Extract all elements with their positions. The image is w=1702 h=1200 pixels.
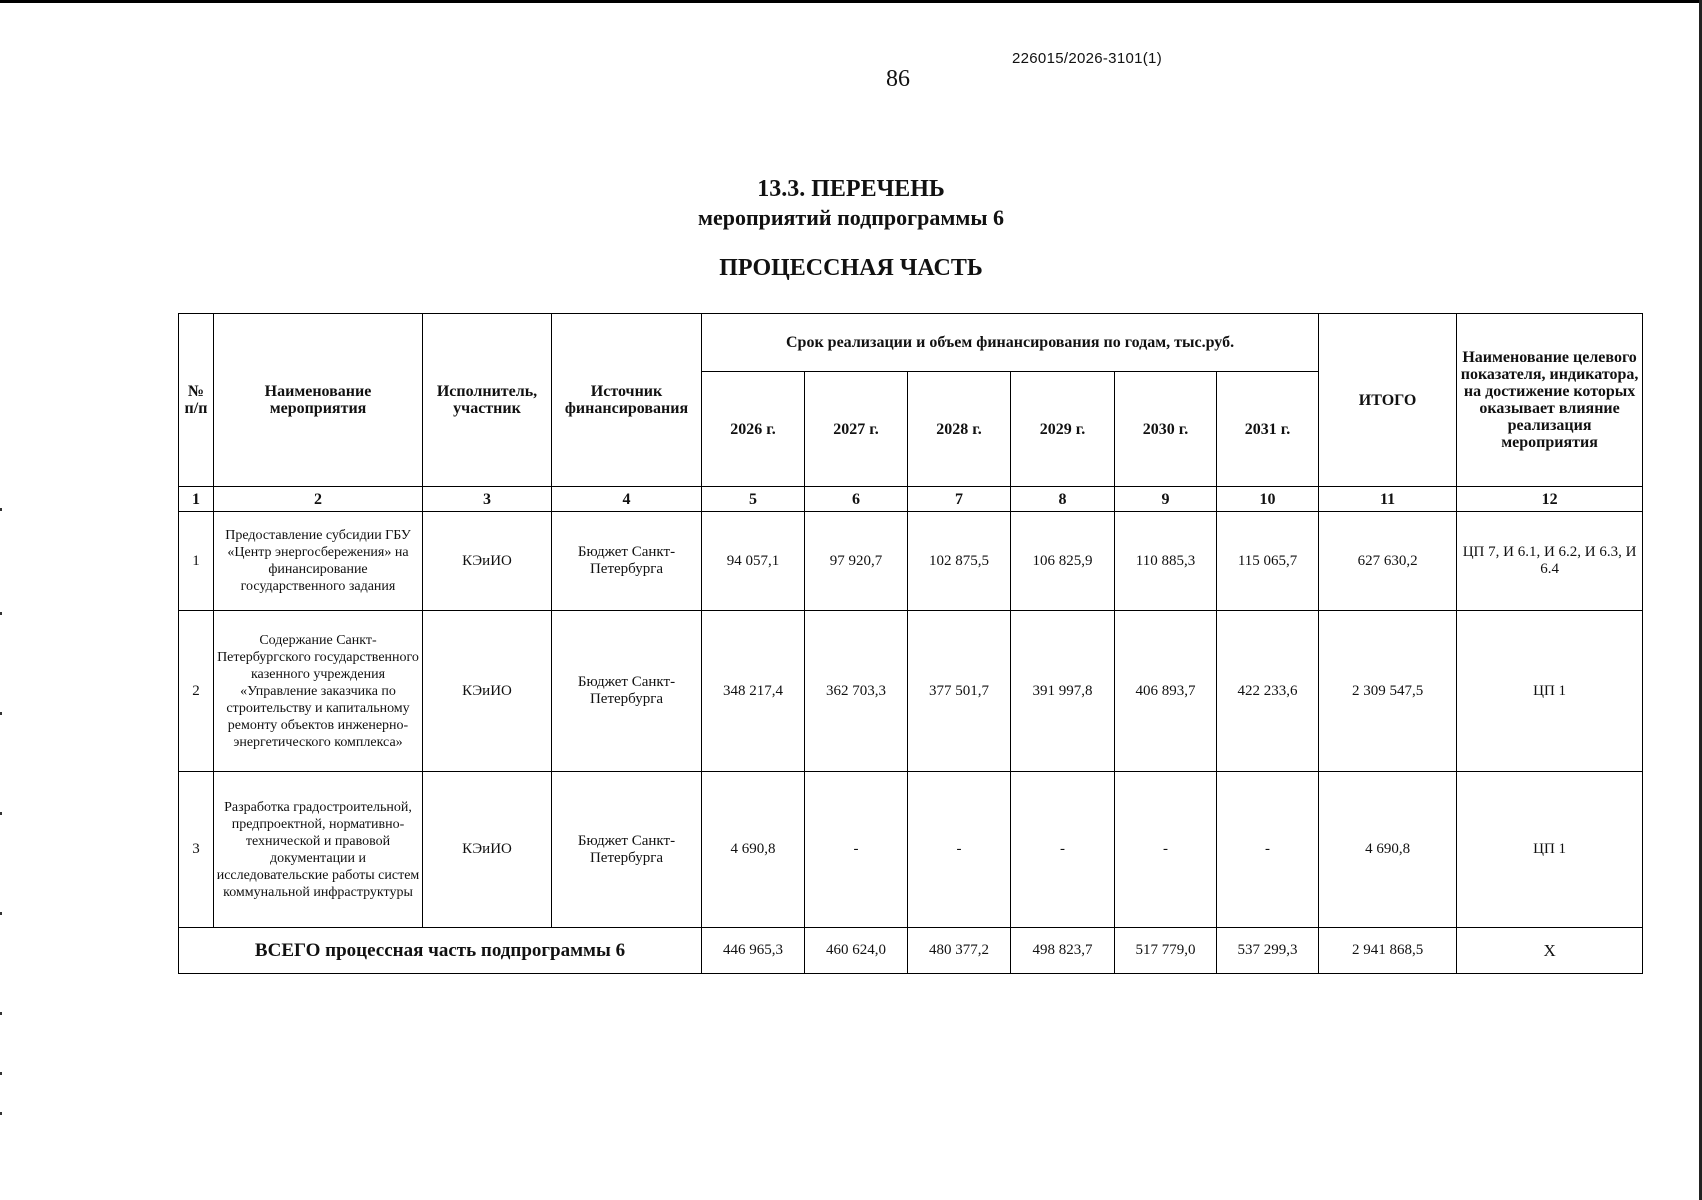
indicator: ЦП 1 xyxy=(1457,772,1643,928)
summary-indicator: Х xyxy=(1457,928,1643,974)
column-number: 12 xyxy=(1457,487,1643,512)
column-number: 11 xyxy=(1319,487,1457,512)
year-value: - xyxy=(1011,772,1115,928)
table-row xyxy=(179,772,1643,928)
header-year: 2029 г. xyxy=(1011,372,1115,487)
activity-name: Разработка градостроительной, предпроектной, нормативно-технической и правовой документации и исследовательские работы систем коммунальной инфраструктуры xyxy=(214,772,423,928)
scan-top-border xyxy=(0,0,1702,3)
header-name: Наименование мероприятия xyxy=(214,314,423,487)
year-value: - xyxy=(805,772,908,928)
year-value: - xyxy=(1115,772,1217,928)
summary-year-value: 446 965,3 xyxy=(702,928,805,974)
section-title: 13.3. ПЕРЕЧЕНЬ xyxy=(757,176,945,202)
year-value: 106 825,9 xyxy=(1011,512,1115,611)
header-source: Источник финансирования xyxy=(552,314,702,487)
year-value: - xyxy=(1217,772,1319,928)
summary-total: 2 941 868,5 xyxy=(1319,928,1457,974)
summary-year-value: 498 823,7 xyxy=(1011,928,1115,974)
summary-row xyxy=(179,928,1643,974)
column-number: 8 xyxy=(1011,487,1115,512)
summary-label: ВСЕГО процессная часть подпрограммы 6 xyxy=(179,928,702,974)
year-value: - xyxy=(908,772,1011,928)
header-year: 2027 г. xyxy=(805,372,908,487)
year-value: 348 217,4 xyxy=(702,611,805,772)
header-year: 2028 г. xyxy=(908,372,1011,487)
year-value: 377 501,7 xyxy=(908,611,1011,772)
row-total: 2 309 547,5 xyxy=(1319,611,1457,772)
summary-year-value: 537 299,3 xyxy=(1217,928,1319,974)
header-year: 2026 г. xyxy=(702,372,805,487)
table-row xyxy=(179,512,1643,611)
year-value: 115 065,7 xyxy=(1217,512,1319,611)
activities-table xyxy=(178,313,1643,974)
header-executor: Исполнитель, участник xyxy=(423,314,552,487)
year-value: 4 690,8 xyxy=(702,772,805,928)
row-total: 4 690,8 xyxy=(1319,772,1457,928)
document-id: 226015/2026-3101(1) xyxy=(1012,50,1162,67)
summary-year-value: 480 377,2 xyxy=(908,928,1011,974)
executor: КЭиИО xyxy=(423,512,552,611)
column-number: 7 xyxy=(908,487,1011,512)
summary-year-value: 460 624,0 xyxy=(805,928,908,974)
header-total: ИТОГО xyxy=(1319,314,1457,487)
row-num: 3 xyxy=(179,772,214,928)
header-indicator: Наименование целевого показателя, индикатора, на достижение которых оказывает влияние реализация мероприятия xyxy=(1457,314,1643,487)
row-num: 2 xyxy=(179,611,214,772)
part-title: ПРОЦЕССНАЯ ЧАСТЬ xyxy=(719,255,983,281)
year-value: 94 057,1 xyxy=(702,512,805,611)
year-value: 97 920,7 xyxy=(805,512,908,611)
year-value: 391 997,8 xyxy=(1011,611,1115,772)
year-value: 102 875,5 xyxy=(908,512,1011,611)
activity-name: Содержание Санкт-Петербургского государственного казенного учреждения «Управление заказчика по строительству и капитальному ремонту объектов инженерно-энергетического комплекса» xyxy=(214,611,423,772)
summary-year-value: 517 779,0 xyxy=(1115,928,1217,974)
column-number: 1 xyxy=(179,487,214,512)
funding-source: Бюджет Санкт-Петербурга xyxy=(552,772,702,928)
year-value: 110 885,3 xyxy=(1115,512,1217,611)
funding-source: Бюджет Санкт-Петербурга xyxy=(552,512,702,611)
header-year: 2031 г. xyxy=(1217,372,1319,487)
column-number: 3 xyxy=(423,487,552,512)
header-period: Срок реализации и объем финансирования по годам, тыс.руб. xyxy=(702,314,1319,372)
column-number: 4 xyxy=(552,487,702,512)
indicator: ЦП 7, И 6.1, И 6.2, И 6.3, И 6.4 xyxy=(1457,512,1643,611)
header-year: 2030 г. xyxy=(1115,372,1217,487)
indicator: ЦП 1 xyxy=(1457,611,1643,772)
year-value: 422 233,6 xyxy=(1217,611,1319,772)
row-total: 627 630,2 xyxy=(1319,512,1457,611)
year-value: 362 703,3 xyxy=(805,611,908,772)
executor: КЭиИО xyxy=(423,772,552,928)
activity-name: Предоставление субсидии ГБУ «Центр энергосбережения» на финансирование государственного задания xyxy=(214,512,423,611)
column-number: 5 xyxy=(702,487,805,512)
column-number: 10 xyxy=(1217,487,1319,512)
table-row xyxy=(179,611,1643,772)
column-number: 9 xyxy=(1115,487,1217,512)
year-value: 406 893,7 xyxy=(1115,611,1217,772)
row-num: 1 xyxy=(179,512,214,611)
column-number: 2 xyxy=(214,487,423,512)
section-subtitle: мероприятий подпрограммы 6 xyxy=(697,205,1005,230)
funding-source: Бюджет Санкт-Петербурга xyxy=(552,611,702,772)
executor: КЭиИО xyxy=(423,611,552,772)
header-num: № п/п xyxy=(179,314,214,487)
column-number: 6 xyxy=(805,487,908,512)
page-number: 86 xyxy=(886,66,910,92)
column-number-row xyxy=(179,487,1643,512)
